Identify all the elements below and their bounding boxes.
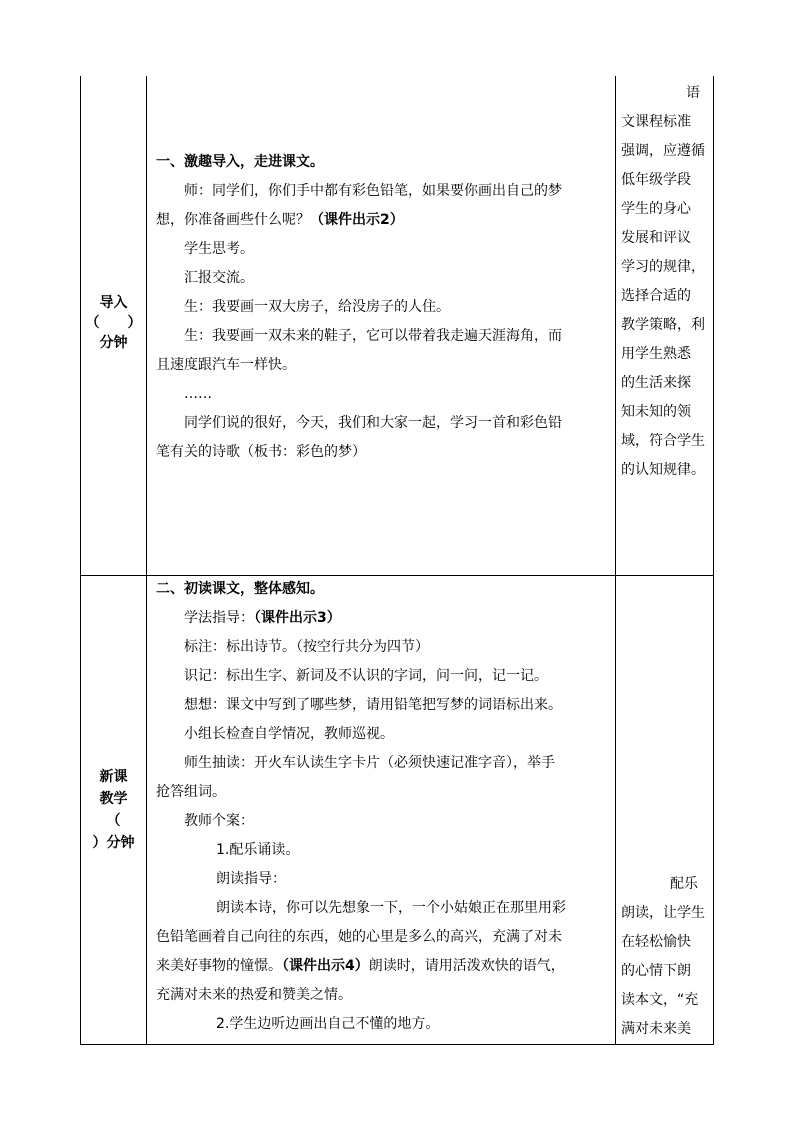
table-border-right	[713, 76, 714, 1045]
content-line: 教师个案：	[184, 813, 254, 829]
section-heading: 二、初读课文，整体感知。	[156, 581, 324, 597]
note-line: 教学策略，利	[621, 317, 705, 333]
row1-label-line: （ ）	[85, 315, 142, 331]
content-line: 笔有关的诗歌（板书：彩色的梦）	[156, 444, 366, 460]
content-line: 汇报交流。	[184, 270, 254, 286]
note-line: 发展和评议	[621, 230, 691, 246]
note-line: 知未知的领	[621, 404, 691, 420]
content-line: ……	[184, 386, 212, 402]
content-line: 识记：标出生字、新词及不认识的字词，问一问，记一记。	[184, 668, 548, 684]
note-line: 的生活来探	[621, 375, 691, 391]
note-line: 学习的规律，	[621, 259, 705, 275]
content-line: 生：我要画一双未来的鞋子，它可以带着我走遍天涯海角，而	[184, 328, 562, 344]
content-line: 充满对未来的热爱和赞美之情。	[156, 987, 352, 1003]
content-line: 朗读本诗，你可以先想象一下，一个小姑娘正在那里用彩	[216, 900, 566, 916]
row2-label-line: ）分钟	[92, 835, 135, 851]
note-line: 的认知规律。	[621, 462, 705, 478]
courseware-ref: （课件出示3）	[254, 610, 341, 626]
content-line: 抢答组词。	[156, 784, 226, 800]
content-text: 学法指导：	[184, 610, 254, 626]
row1-label-line: 分钟	[99, 335, 128, 351]
content-line: 小组长检查自学情况，教师巡视。	[184, 726, 394, 742]
note-line: 读本文，“充	[621, 992, 699, 1008]
table-border-left	[80, 76, 81, 1045]
row2-label-line: （	[106, 813, 121, 829]
content-line: 朗读指导：	[216, 871, 286, 887]
content-line	[184, 609, 341, 627]
row2-label	[81, 768, 146, 856]
note-line: 在轻松愉快	[621, 934, 691, 950]
content-line: 想想：课文中写到了哪些梦，请用铅笔把写梦的词语标出来。	[184, 697, 562, 713]
note-line: 配乐	[670, 876, 698, 892]
note-line: 用学生熟悉	[621, 346, 691, 362]
note-line: 低年级学段	[621, 172, 691, 188]
table-divider-note	[615, 76, 616, 1045]
courseware-ref: （课件出示4）	[282, 958, 369, 974]
table-divider-label	[146, 76, 147, 1045]
content-line: 学生思考。	[184, 241, 254, 257]
section-heading: 一、激趣导入，走进课文。	[156, 154, 324, 170]
row2-label-line: 教学	[99, 791, 128, 807]
note-line: 文课程标准	[621, 114, 691, 130]
courseware-ref: （课件出示2）	[310, 212, 404, 228]
table-border-bottom	[80, 1044, 714, 1045]
content-line: 师：同学们，你们手中都有彩色铅笔，如果要你画出自己的梦	[184, 183, 562, 199]
content-line: 标注：标出诗节。（按空行共分为四节）	[184, 639, 429, 655]
content-line: 色铅笔画着自己向往的东西，她的心里是多么的高兴，充满了对未	[156, 929, 562, 945]
note-line: 满对未来美	[621, 1021, 691, 1037]
content-line: 同学们说的很好，今天，我们和大家一起，学习一首和彩色铅	[184, 415, 562, 431]
content-line: 师生抽读：开火车认读生字卡片（必须快速记准字音），举手	[184, 755, 555, 771]
content-line	[156, 211, 404, 229]
row1-label-line: 导入	[99, 295, 128, 311]
content-line: 生：我要画一双大房子，给没房子的人住。	[184, 299, 450, 315]
table-row-divider	[80, 575, 714, 576]
row2-label-line: 新课	[99, 769, 128, 785]
note-line: 域，符合学生	[621, 433, 705, 449]
content-text: 来美好事物的憧憬。	[156, 958, 282, 974]
content-line: 且速度跟汽车一样快。	[156, 357, 296, 373]
note-line: 朗读，让学生	[621, 905, 705, 921]
content-text: 想，你准备画些什么呢？	[156, 212, 310, 228]
note-line: 选择合适的	[621, 288, 691, 304]
row1-label	[81, 294, 146, 354]
note-line: 语	[686, 85, 700, 101]
content-line: 1.配乐诵读。	[216, 842, 300, 858]
content-text: 朗读时，请用活泼欢快的语气，	[368, 958, 565, 974]
note-line: 的心情下朗	[621, 963, 691, 979]
content-line: 2.学生边听边画出自己不懂的地方。	[216, 1016, 440, 1032]
note-line: 强调，应遵循	[621, 143, 705, 159]
note-line: 学生的身心	[621, 201, 691, 217]
content-line	[156, 957, 565, 975]
